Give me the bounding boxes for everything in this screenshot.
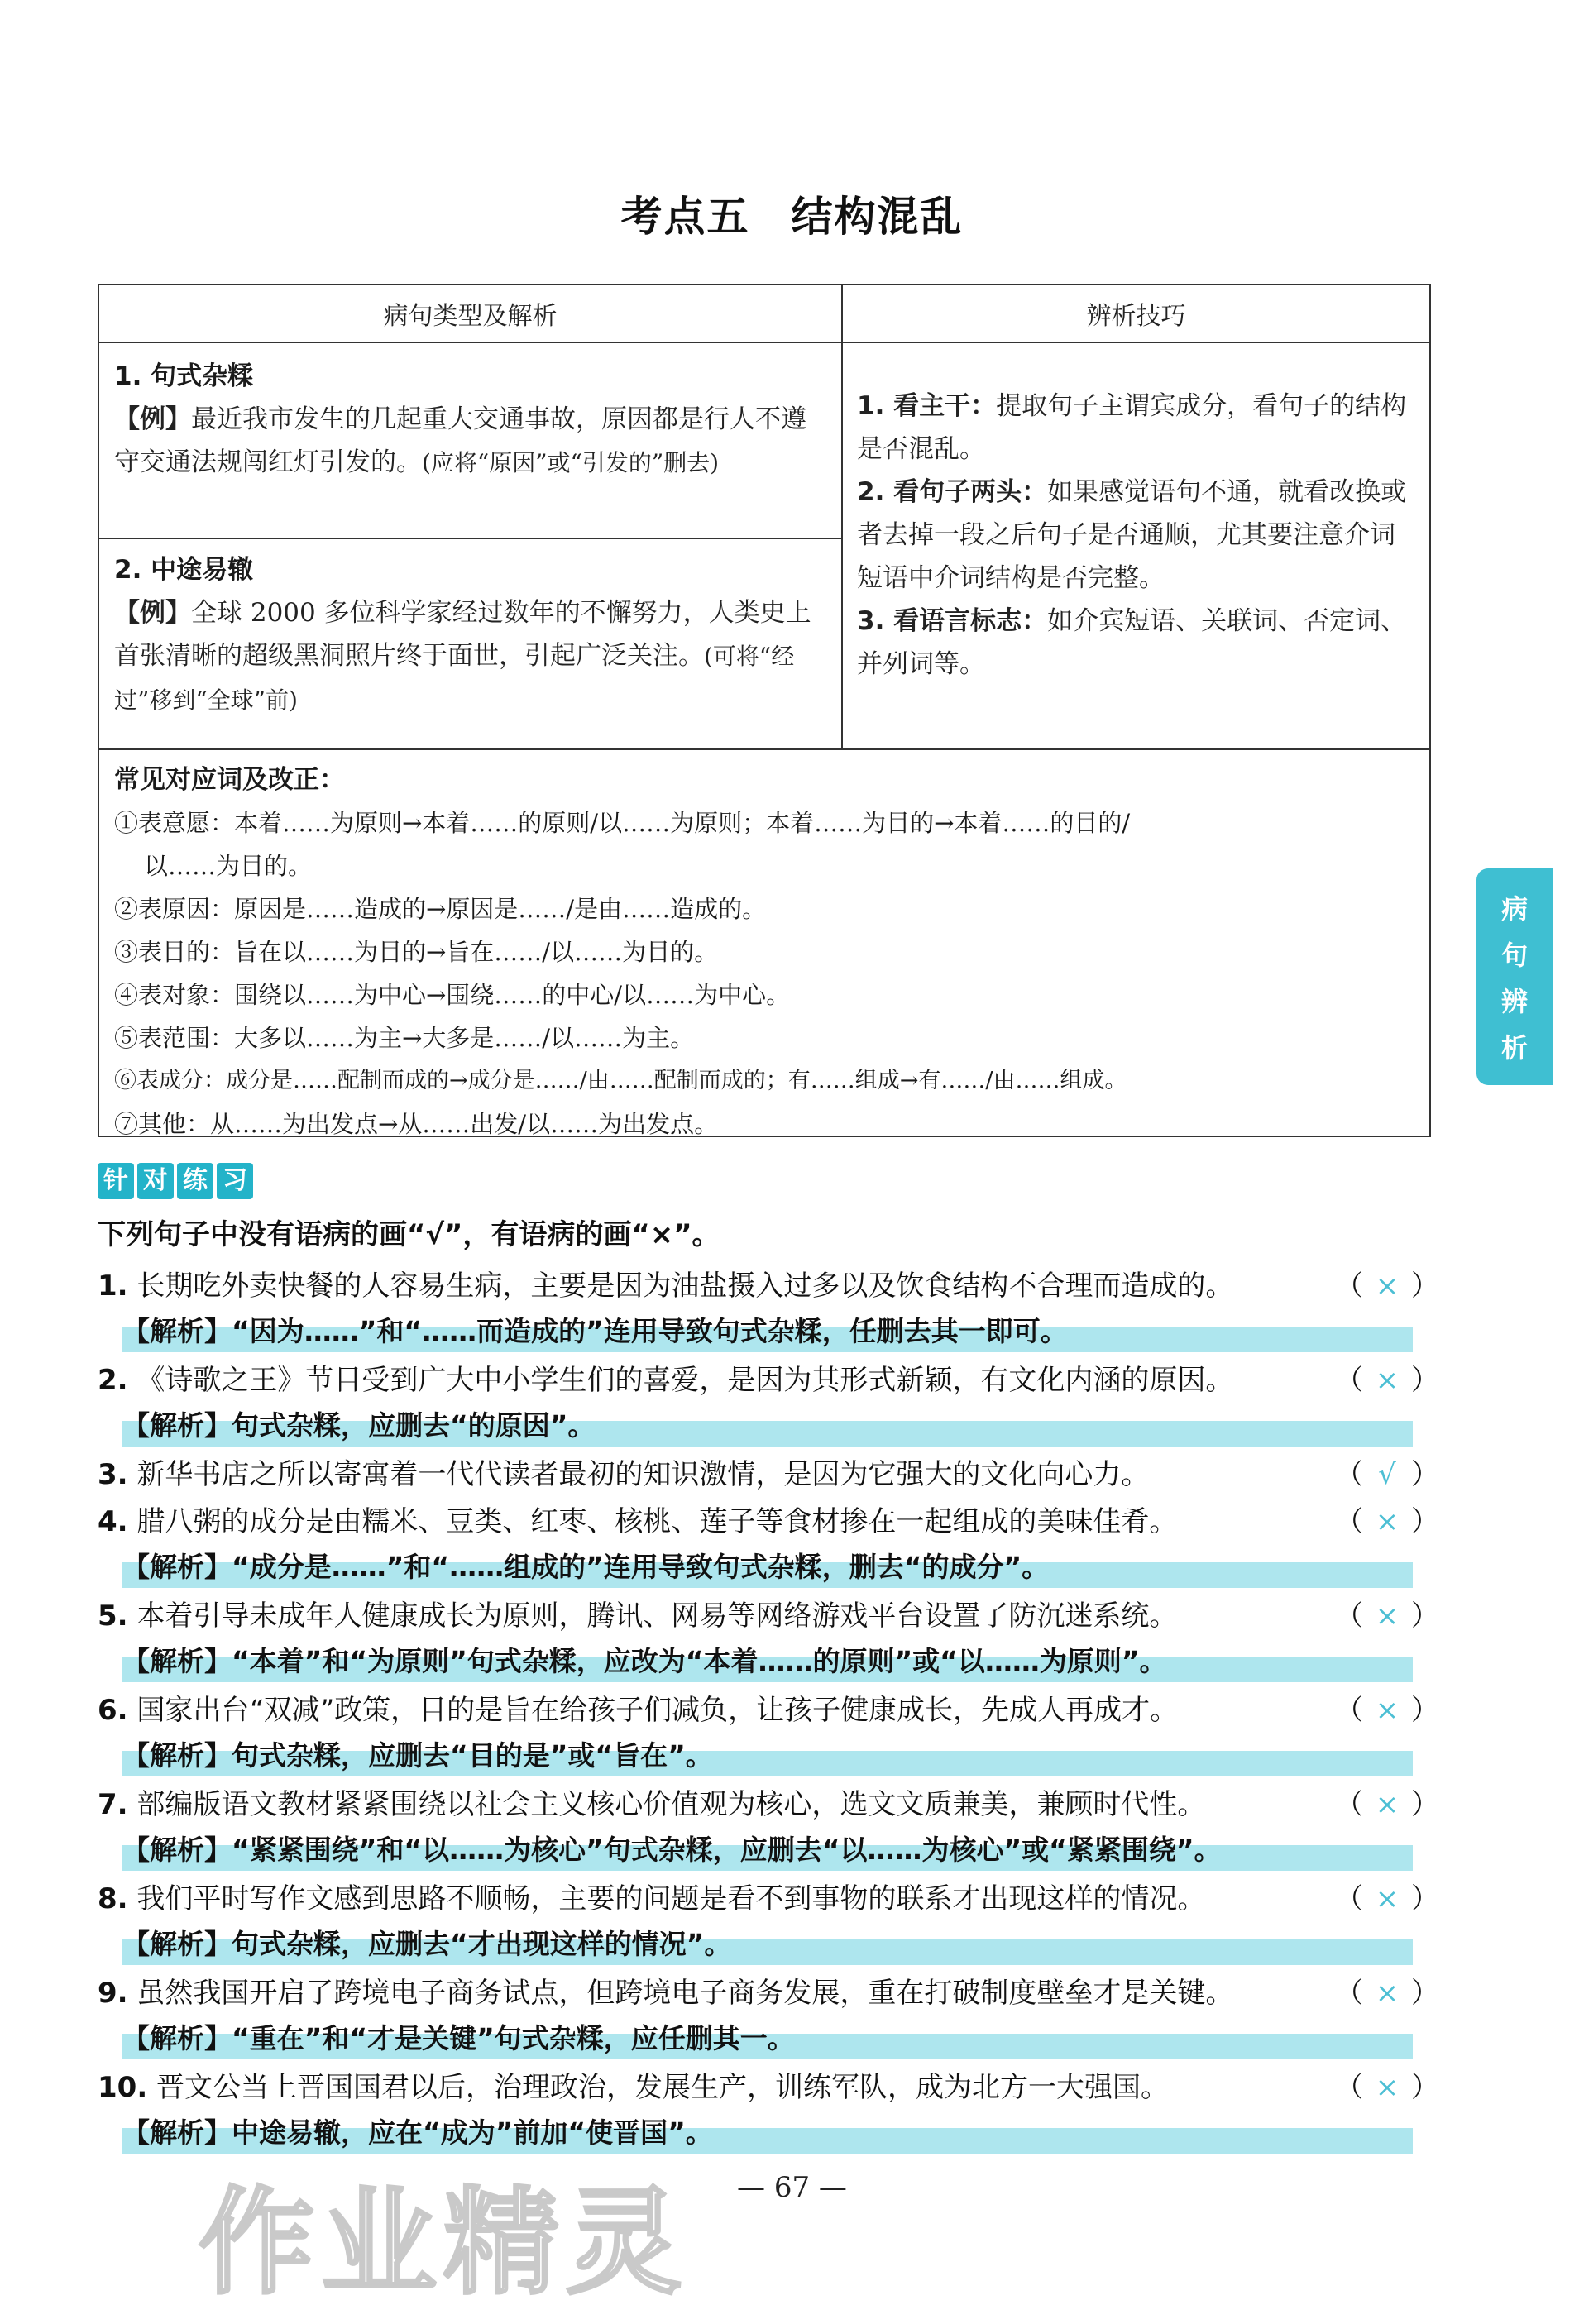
answer-box[interactable]: （ × ） — [1335, 1357, 1439, 1403]
answer-box[interactable]: （ √ ） — [1335, 1451, 1439, 1498]
analysis-line: 【解析】“成分是……”和“……组成的”连用导致句式杂糅，删去“的成分”。 — [122, 1547, 1413, 1588]
tip-item — [857, 385, 1419, 471]
answer-box[interactable]: （ × ） — [1335, 1970, 1439, 2016]
answer-box[interactable]: （ × ） — [1335, 1781, 1439, 1828]
tip-text: 如介宾短语、关联词、否定词、并列词等。 — [857, 606, 1407, 679]
question-item — [98, 1687, 1439, 1733]
common-cell — [114, 758, 1421, 1145]
practice-instruction: 下列句子中没有语病的画“√”，有语病的画“×”。 — [98, 1218, 720, 1251]
analysis-line: 【解析】句式杂糅，应删去“目的是”或“旨在”。 — [122, 1735, 1413, 1776]
question-item — [98, 1876, 1439, 1922]
badge-char: 对 — [137, 1163, 174, 1199]
answer-mark: × — [1375, 2071, 1400, 2104]
analysis-line: 【解析】“因为……”和“……而造成的”连用导致句式杂糅，任删去其一即可。 — [122, 1311, 1413, 1352]
tip-text: 如果感觉语句不通，就看改换或者去掉一段之后句子是否通顺，尤其要注意介词短语中介词结构是否完整。 — [857, 477, 1407, 593]
question-text: 新华书店之所以寄寓着一代代读者最初的知识激情，是因为它强大的文化向心力。 — [136, 1458, 1150, 1491]
col2-header: 辨析技巧 — [1086, 302, 1186, 331]
tip-text: 提取句子主谓宾成分，看句子的结构是否混乱。 — [857, 391, 1407, 464]
side-tab — [1476, 868, 1553, 1085]
badge-char: 习 — [217, 1163, 253, 1199]
question-text: 本着引导未成年人健康成长为原则，腾讯、网易等网络游戏平台设置了防沉迷系统。 — [136, 1600, 1178, 1633]
tip-item — [857, 600, 1419, 686]
question-item — [98, 1357, 1439, 1403]
example-note: (可将“经过”移到“全球”前) — [114, 643, 795, 714]
col1-header: 病句类型及解析 — [383, 302, 558, 331]
common-line: ②表原因：原因是……造成的→原因是……/是由……造成的。 — [114, 895, 767, 923]
example-label: 【例】 — [114, 598, 191, 628]
common-line: ⑤表范围：大多以……为主→大多是……/以……为主。 — [114, 1024, 695, 1052]
type1-cell — [114, 355, 830, 485]
question-text: 晋文公当上晋国国君以后，治理政治，发展生产，训练军队，成为北方一大强国。 — [156, 2071, 1170, 2104]
tip-label: 2. 看句子两头： — [857, 477, 1048, 507]
type2-heading: 2. 中途易辙 — [114, 555, 254, 585]
type1-example — [114, 398, 830, 485]
table-section-line — [99, 748, 1429, 750]
practice-badge — [98, 1163, 253, 1199]
question-item — [98, 2064, 1439, 2111]
tips-cell — [857, 385, 1419, 686]
page-number: — 67 — — [737, 2171, 847, 2204]
answer-box[interactable]: （ × ） — [1335, 1263, 1439, 1309]
side-tab-char: 病 — [1500, 893, 1528, 925]
question-number: 6. — [98, 1694, 128, 1727]
answer-box[interactable]: （ × ） — [1335, 1876, 1439, 1922]
question-item — [98, 1593, 1439, 1639]
tip-label: 1. 看主干： — [857, 391, 997, 421]
example-note: (应将“原因”或“引发的”删去) — [422, 449, 720, 476]
question-item — [98, 1451, 1439, 1498]
question-number: 2. — [98, 1364, 128, 1397]
title-part-2: 结构混乱 — [791, 193, 964, 241]
answer-mark: × — [1375, 1694, 1400, 1727]
question-number: 4. — [98, 1505, 128, 1538]
question-item — [98, 1499, 1439, 1545]
type1-heading: 1. 句式杂糅 — [114, 361, 254, 391]
example-label: 【例】 — [114, 404, 191, 434]
question-text: 《诗歌之王》节目受到广大中小学生们的喜爱，是因为其形式新颖，有文化内涵的原因。 — [136, 1364, 1234, 1397]
answer-mark: × — [1375, 1270, 1400, 1303]
type2-cell — [114, 548, 830, 722]
common-line: ⑦其他：从……为出发点→从……出发/以……为出发点。 — [114, 1110, 719, 1138]
question-item — [98, 1781, 1439, 1828]
type2-example — [114, 591, 830, 722]
tip-item — [857, 471, 1419, 600]
common-line: ①表意愿：本着……为原则→本着……的原则/以……为原则；本着……为目的→本着……的目的/ — [114, 809, 1131, 837]
answer-box[interactable]: （ × ） — [1335, 2064, 1439, 2111]
question-number: 8. — [98, 1882, 128, 1915]
answer-mark: × — [1375, 1882, 1400, 1915]
watermark: 作业精灵 — [199, 2176, 689, 2311]
answer-mark: × — [1375, 1364, 1400, 1397]
question-number: 7. — [98, 1788, 128, 1821]
question-text: 长期吃外卖快餐的人容易生病，主要是因为油盐摄入过多以及饮食结构不合理而造成的。 — [136, 1270, 1234, 1303]
question-number: 1. — [98, 1270, 128, 1303]
side-tab-char: 句 — [1500, 940, 1528, 971]
example-text: 最近我市发生的几起重大交通事故，原因都是行人不遵守交通法规闯红灯引发的。 — [114, 404, 806, 477]
analysis-line: 【解析】句式杂糅，应删去“的原因”。 — [122, 1405, 1413, 1447]
common-line: ⑥表成分：成分是……配制而成的→成分是……/由……配制而成的；有……组成→有……/由……组成。 — [114, 1068, 1127, 1093]
question-item — [98, 1970, 1439, 2016]
question-text: 虽然我国开启了跨境电子商务试点，但跨境电子商务发展，重在打破制度壁垒才是关键。 — [136, 1977, 1234, 2010]
question-number: 10. — [98, 2071, 148, 2104]
page-title — [0, 184, 1584, 243]
answer-mark: √ — [1378, 1458, 1396, 1491]
question-item — [98, 1263, 1439, 1309]
badge-char: 练 — [177, 1163, 213, 1199]
analysis-line: 【解析】“本着”和“为原则”句式杂糅，应改为“本着……的原则”或“以……为原则”。 — [122, 1641, 1413, 1682]
table-header-line — [99, 342, 1429, 343]
common-line: ④表对象：围绕以……为中心→围绕……的中心/以……为中心。 — [114, 981, 791, 1009]
answer-mark: × — [1375, 1977, 1400, 2010]
common-line: ③表目的：旨在以……为目的→旨在……/以……为目的。 — [114, 938, 719, 966]
answer-mark: × — [1375, 1788, 1400, 1821]
answer-box[interactable]: （ × ） — [1335, 1687, 1439, 1733]
analysis-line: 【解析】句式杂糅，应删去“才出现这样的情况”。 — [122, 1924, 1413, 1965]
side-tab-char: 析 — [1500, 1032, 1528, 1064]
analysis-line: 【解析】中途易辙，应在“成为”前加“使晋国”。 — [122, 2112, 1413, 2154]
question-text: 我们平时写作文感到思路不顺畅，主要的问题是看不到事物的联系才出现这样的情况。 — [136, 1882, 1206, 1915]
side-tab-char: 辨 — [1500, 986, 1528, 1017]
title-part-1: 考点五 — [620, 193, 750, 241]
badge-char: 针 — [98, 1163, 134, 1199]
common-heading: 常见对应词及改正： — [114, 765, 345, 795]
common-line: 以……为目的。 — [144, 852, 313, 880]
table-row-line — [99, 538, 841, 539]
analysis-line: 【解析】“重在”和“才是关键”句式杂糅，应任删其一。 — [122, 2018, 1413, 2059]
example-text: 全球 2000 多位科学家经过数年的不懈努力，人类史上首张清晰的超级黑洞照片终于面世，引起广泛关注。 — [114, 598, 811, 671]
question-text: 腊八粥的成分是由糯米、豆类、红枣、核桃、莲子等食材掺在一起组成的美味佳肴。 — [136, 1505, 1178, 1538]
question-number: 3. — [98, 1458, 128, 1491]
table-divider-v — [841, 285, 843, 748]
knowledge-table — [98, 284, 1431, 1137]
answer-mark: × — [1375, 1600, 1400, 1633]
question-text: 部编版语文教材紧紧围绕以社会主义核心价值观为核心，选文文质兼美，兼顾时代性。 — [136, 1788, 1206, 1821]
answer-box[interactable]: （ × ） — [1335, 1593, 1439, 1639]
question-number: 9. — [98, 1977, 128, 2010]
question-text: 国家出台“双减”政策，目的是旨在给孩子们减负，让孩子健康成长，先成人再成才。 — [136, 1694, 1179, 1727]
tip-label: 3. 看语言标志： — [857, 606, 1048, 636]
question-number: 5. — [98, 1600, 128, 1633]
answer-box[interactable]: （ × ） — [1335, 1499, 1439, 1545]
analysis-line: 【解析】“紧紧围绕”和“以……为核心”句式杂糅，应删去“以……为核心”或“紧紧围绕”。 — [122, 1829, 1413, 1871]
answer-mark: × — [1375, 1505, 1400, 1538]
